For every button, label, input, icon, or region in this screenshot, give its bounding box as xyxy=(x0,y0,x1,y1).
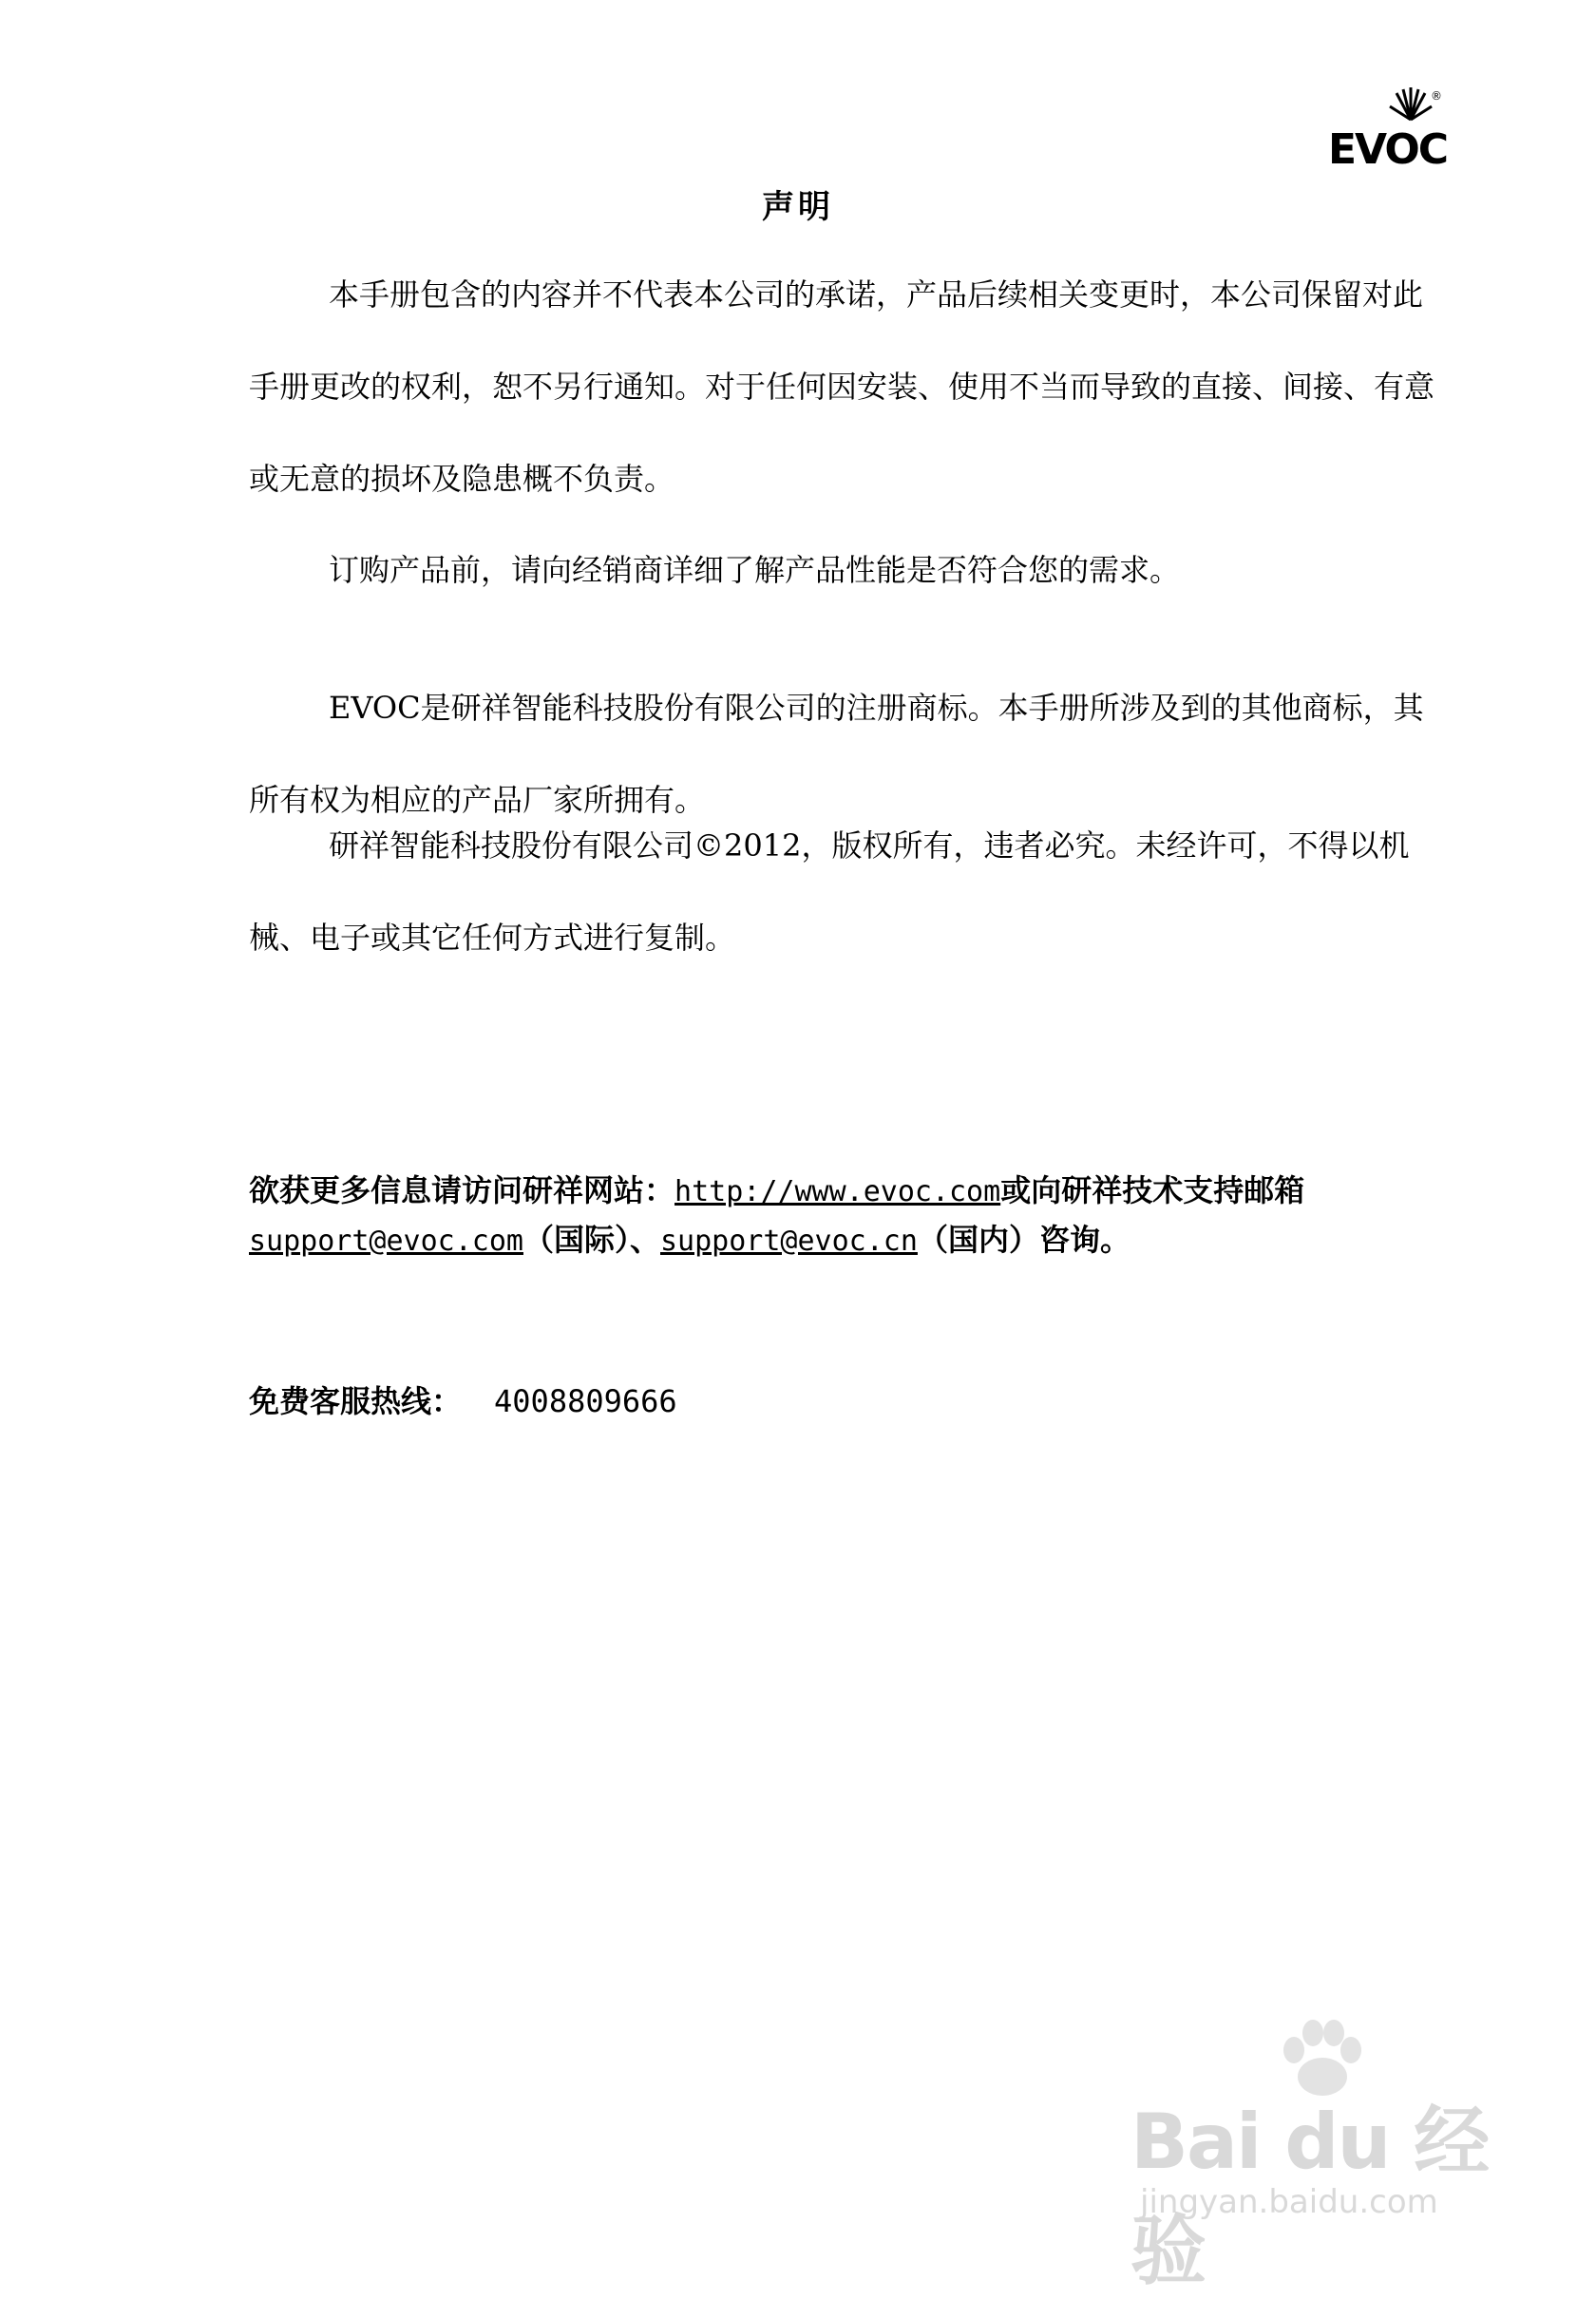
disclaimer-paragraph: 本手册包含的内容并不代表本公司的承诺，产品后续相关变更时，本公司保留对此手册更改的权利，恕不另行通知。对于任何因安装、使用不当而导致的直接、间接、有意或无意的损坏及隐患概不负责。 xyxy=(249,276,1435,497)
logo-text: EVOC xyxy=(1328,125,1448,174)
intl-label: （国际）、 xyxy=(522,1222,660,1258)
registered-mark: ® xyxy=(1431,89,1442,103)
hotline xyxy=(249,1378,677,1421)
starburst-icon xyxy=(1389,84,1433,122)
intl-email-link[interactable]: support@evoc.com xyxy=(249,1225,523,1258)
watermark-brand: Bai du 经验 xyxy=(1130,2098,1489,2295)
copyright-paragraph: 研祥智能科技股份有限公司©2012，版权所有，违者必究。未经许可，不得以机械、电子或其它任何方式进行复制。 xyxy=(249,827,1410,956)
purchase-note-paragraph: 订购产品前，请向经销商详细了解产品性能是否符合您的需求。 xyxy=(329,552,1181,588)
page-title: 声明 xyxy=(762,188,834,226)
contact-suffix: （国内）咨询。 xyxy=(917,1222,1130,1258)
website-link[interactable]: http://www.evoc.com xyxy=(674,1175,1001,1208)
hotline-number: 4008809666 xyxy=(494,1383,677,1419)
contact-middle: 或向研祥技术支持邮箱 xyxy=(1000,1172,1305,1208)
contact-info xyxy=(249,1167,1442,1265)
contact-prefix: 欲获更多信息请访问研祥网站： xyxy=(249,1172,675,1208)
trademark-paragraph: EVOC是研祥智能科技股份有限公司的注册商标。本手册所涉及到的其他商标，其所有权为相应的产品厂家所拥有。 xyxy=(249,690,1424,818)
hotline-label: 免费客服热线： xyxy=(249,1383,463,1419)
watermark-url: jingyan.baidu.com xyxy=(1140,2183,1438,2221)
baidu-watermark xyxy=(1130,2014,1530,2295)
evoc-logo xyxy=(1328,84,1448,174)
cn-email-link[interactable]: support@evoc.cn xyxy=(660,1225,918,1258)
